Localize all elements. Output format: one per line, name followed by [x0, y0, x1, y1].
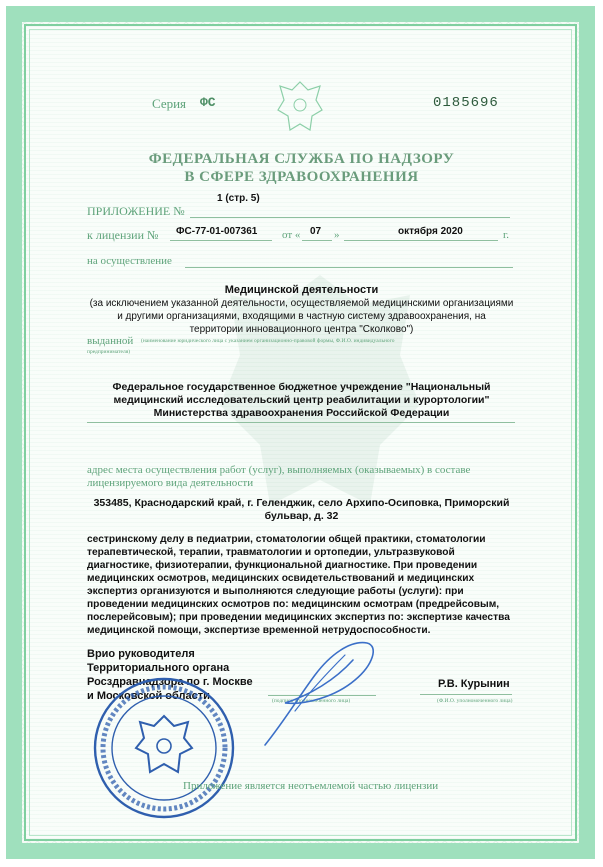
- services-line: диагностике, физиотерапии, функциональной диагностике. При проведении: [87, 560, 478, 571]
- activity-label-underline: [185, 267, 513, 268]
- services-line: медицинских осмотров, медицинских освидетельствований и медицинских: [87, 573, 475, 584]
- services-line: медицинской помощи, экспертизе временной нетрудоспособности.: [87, 625, 431, 636]
- year-suffix: г.: [503, 229, 510, 241]
- handwritten-signature: [255, 625, 385, 755]
- signature-caption: (подпись уполномоченного лица): [272, 698, 351, 704]
- issued-caption-line2: предпринимателя): [87, 349, 131, 355]
- date-month-underline: [344, 240, 498, 241]
- services-line: терапевтической, терапии, травматологии и ортопедии, ультразвуковой: [87, 547, 455, 558]
- appendix-page: 1 (стр. 5): [217, 193, 260, 204]
- agency-title-line1: ФЕДЕРАЛЬНАЯ СЛУЖБА ПО НАДЗОРУ: [148, 151, 455, 167]
- license-number-underline: [170, 240, 272, 241]
- services-line: экспертиз организуются и выполняются следующие работы (услуги): при: [87, 586, 464, 597]
- activity-note-line3: территории инновационного центра "Сколково"): [189, 324, 414, 335]
- date-day: 07: [310, 226, 322, 237]
- date-quote-close: »: [334, 229, 340, 241]
- series-label: Серия: [152, 96, 187, 111]
- address-value-line2: бульвар, д. 32: [264, 510, 339, 522]
- license-label: к лицензии №: [87, 228, 159, 242]
- appendix-underline: [190, 217, 510, 218]
- signatory-title-line: Росздравнадзора по г. Москве: [87, 676, 253, 688]
- address-value-line1: 353485, Краснодарский край, г. Геленджик, село Архипо-Осиповка, Приморский: [93, 497, 510, 509]
- activity-title: Медицинской деятельности: [224, 284, 379, 296]
- issued-label: выданной: [87, 335, 134, 347]
- organization-underline: [87, 422, 515, 423]
- agency-title-line2: В СФЕРЕ ЗДРАВООХРАНЕНИЯ: [184, 169, 419, 185]
- services-line: послерейсовым); при проведении медицинских экспертиз по: экспертизе качества: [87, 612, 510, 623]
- license-number: ФС-77-01-007361: [176, 226, 258, 237]
- date-from-label: от «: [282, 229, 301, 241]
- activity-note-line1: (за исключением указанной деятельности, осуществляемой медицинскими организациями: [89, 298, 514, 309]
- document-number: 0185696: [433, 95, 499, 111]
- organization-line3: Министерства здравоохранения Российской Федерации: [153, 407, 450, 419]
- footer-note: Приложение является неотъемлемой частью лицензии: [183, 780, 439, 792]
- organization-line2: медицинский исследовательский центр реабилитации и курортологии": [113, 394, 490, 406]
- official-seal-stamp: [92, 676, 236, 820]
- address-label-line2: лицензируемого вида деятельности: [87, 477, 254, 489]
- series-value: ФС: [200, 95, 216, 110]
- double-headed-eagle-icon: [276, 78, 324, 134]
- activity-note-line2: и другими организациями, входящими в частную систему здравоохранения, на: [117, 311, 486, 322]
- date-day-underline: [302, 240, 332, 241]
- signatory-name: Р.В. Курынин: [438, 678, 510, 690]
- signatory-title-line: Территориального органа: [87, 662, 230, 674]
- appendix-label: ПРИЛОЖЕНИЕ №: [87, 204, 185, 218]
- name-caption: (Ф.И.О. уполномоченного лица): [437, 698, 513, 704]
- address-label-line1: адрес места осуществления работ (услуг), выполняемых (оказываемых) в составе: [87, 464, 471, 476]
- activity-label: на осуществление: [87, 255, 172, 267]
- services-line: проведении медицинских осмотров по: медицинским осмотрам (предрейсовым,: [87, 599, 500, 610]
- issued-caption-line1: (наименование юридического лица с указанием организационно-правовой формы, Ф.И.О. индивидуального: [141, 338, 395, 344]
- services-line: сестринскому делу в педиатрии, стоматологии общей практики, стоматологии: [87, 534, 486, 545]
- organization-line1: Федеральное государственное бюджетное учреждение "Национальный: [112, 381, 491, 393]
- signatory-title-line: и Московской области: [87, 690, 210, 702]
- date-month-year: октября 2020: [398, 226, 463, 237]
- name-underline: [420, 694, 512, 695]
- signatory-title-line: Врио руководителя: [87, 648, 195, 660]
